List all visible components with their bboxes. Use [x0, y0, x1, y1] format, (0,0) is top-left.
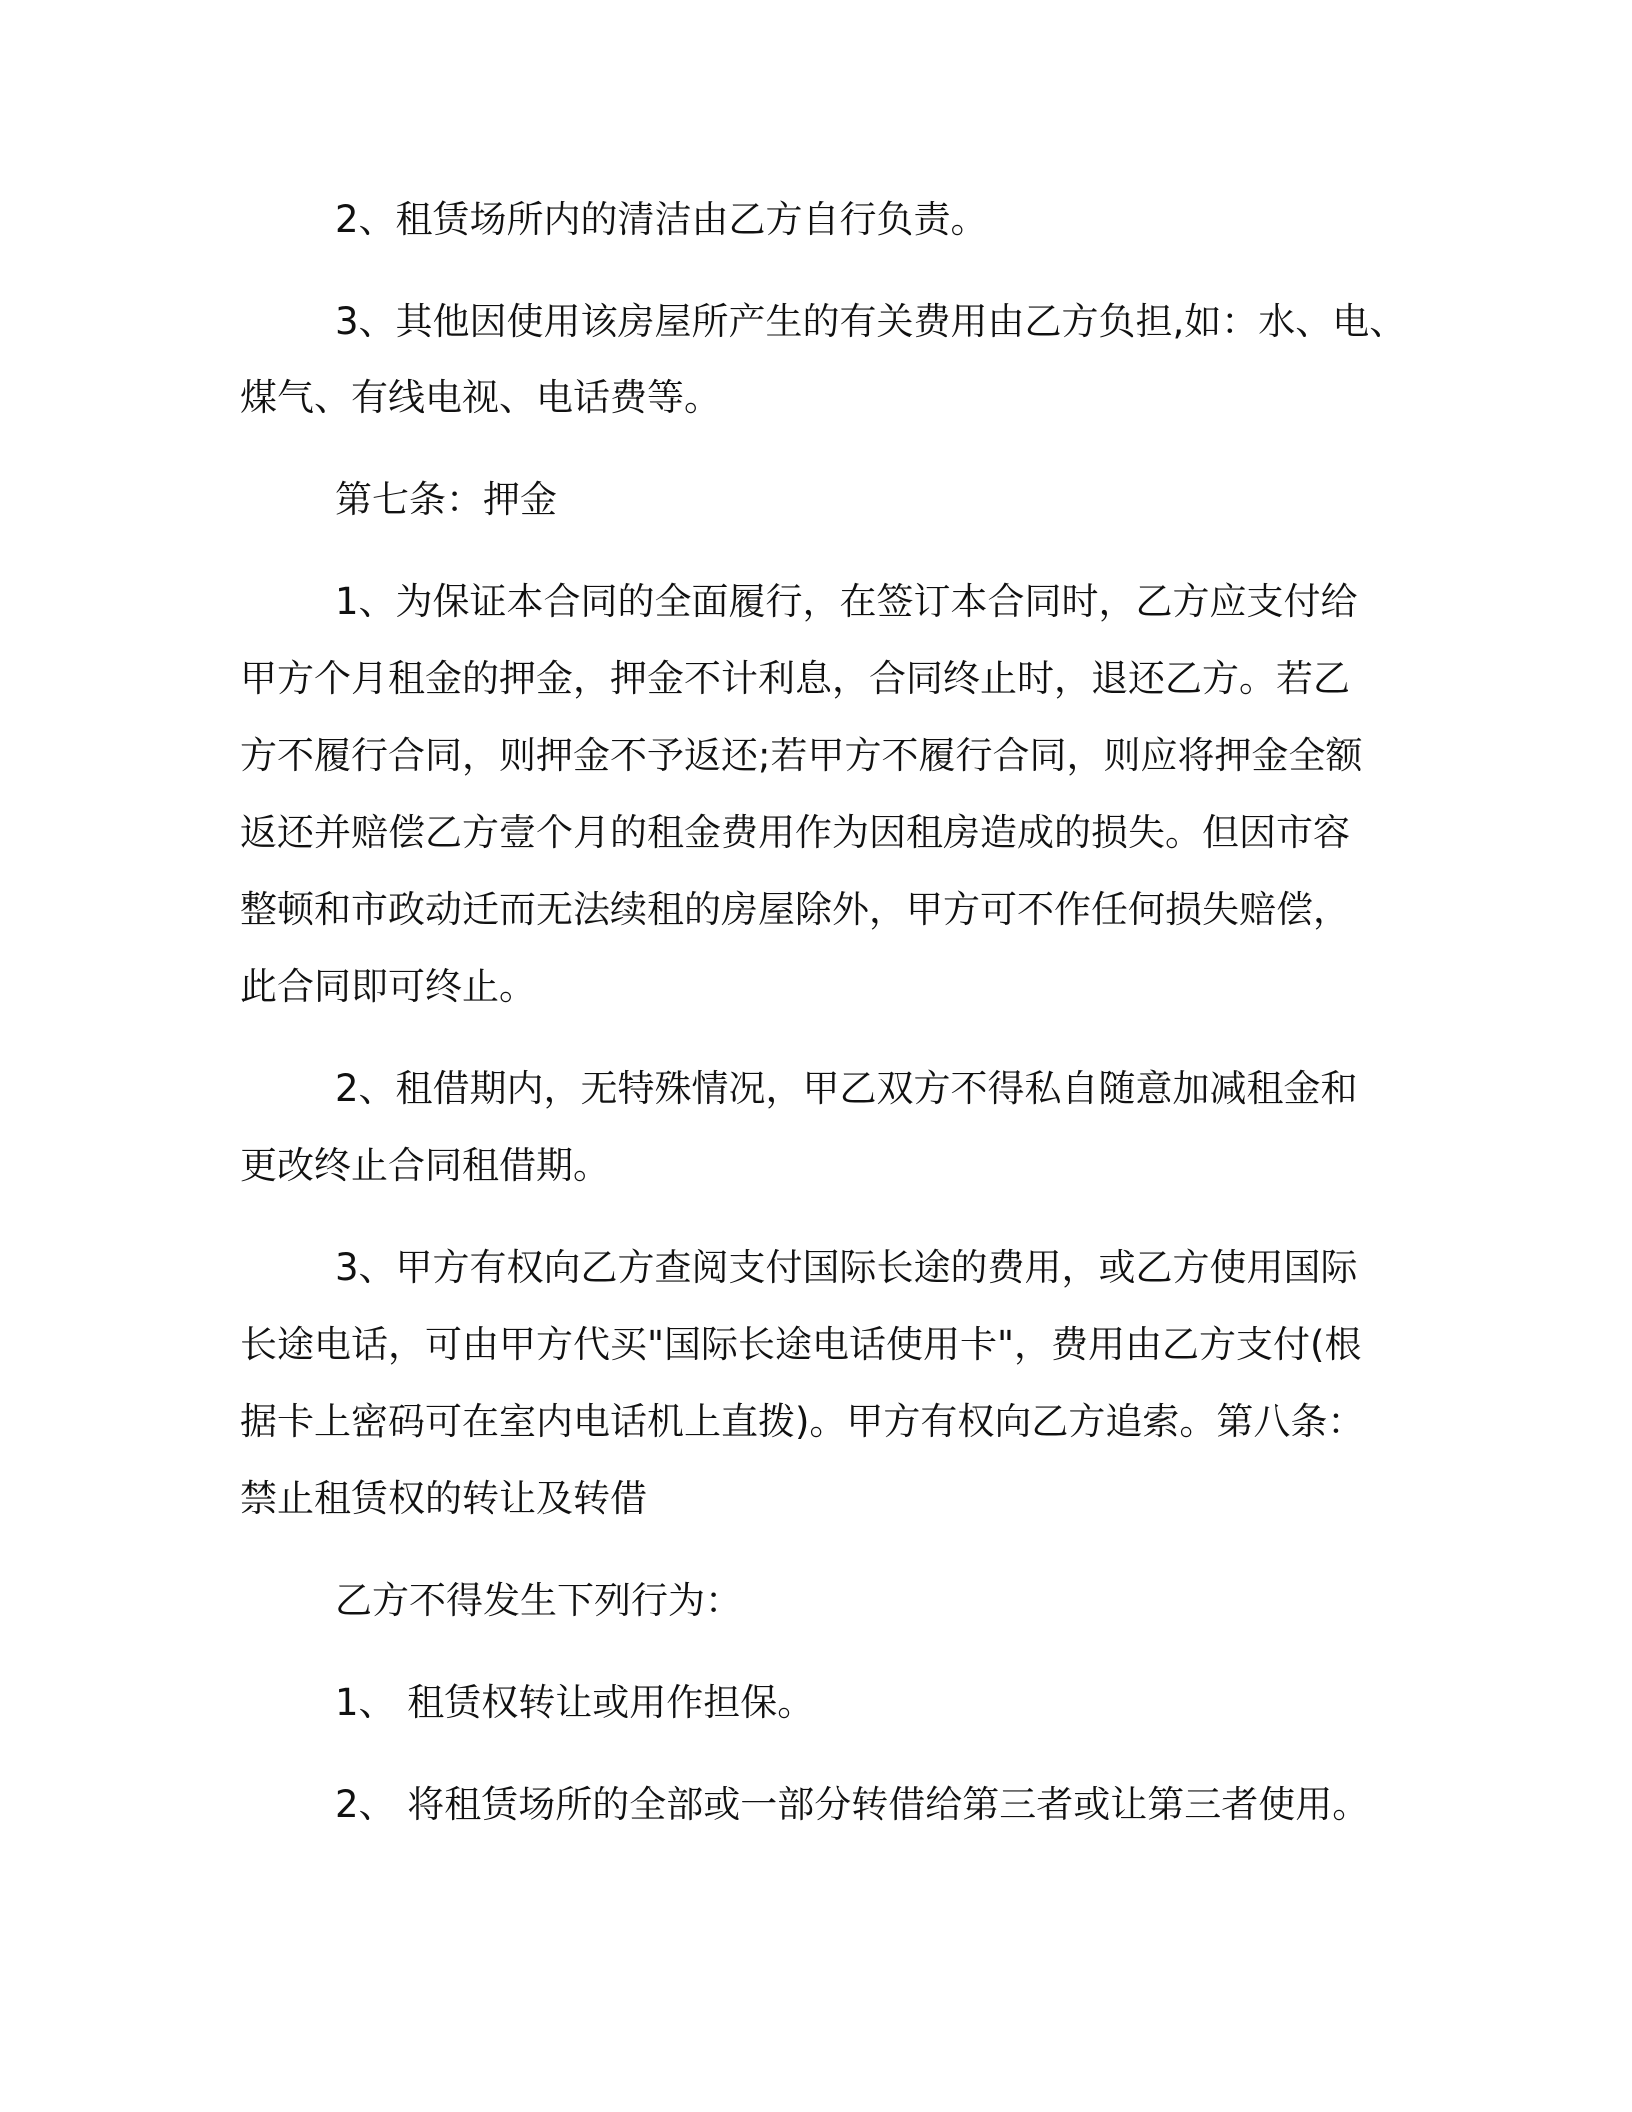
clause-8-intro: 乙方不得发生下列行为：	[335, 1579, 742, 1622]
clause-6-item-2: 2、租赁场所内的清洁由乙方自行负责。	[335, 198, 988, 241]
clause-7-heading: 第七条：押金	[335, 478, 557, 521]
clause-7-item-1-line-2: 甲方个月租金的押金，押金不计利息，合同终止时，退还乙方。若乙	[240, 657, 1350, 700]
clause-7-item-1-line-3: 方不履行合同，则押金不予返还;若甲方不履行合同，则应将押金全额	[240, 734, 1363, 777]
clause-7-item-2-line-2: 更改终止合同租借期。	[240, 1144, 610, 1187]
clause-7-item-3-line-3: 据卡上密码可在室内电话机上直拨)。甲方有权向乙方追索。第八条：	[240, 1400, 1365, 1443]
clause-7-item-2-line-1: 2、租借期内，无特殊情况，甲乙双方不得私自随意加减租金和	[335, 1067, 1358, 1110]
clause-6-item-3-line-2: 煤气、有线电视、电话费等。	[240, 376, 721, 419]
clause-8-heading: 禁止租赁权的转让及转借	[240, 1477, 647, 1520]
clause-7-item-3-line-1: 3、甲方有权向乙方查阅支付国际长途的费用，或乙方使用国际	[335, 1246, 1358, 1289]
clause-8-item-1: 1、 租赁权转让或用作担保。	[335, 1681, 815, 1724]
clause-7-item-1-line-1: 1、为保证本合同的全面履行，在签订本合同时，乙方应支付给	[335, 580, 1358, 623]
clause-8-item-2: 2、 将租赁场所的全部或一部分转借给第三者或让第三者使用。	[335, 1783, 1370, 1826]
clause-6-item-3-line-1: 3、其他因使用该房屋所产生的有关费用由乙方负担,如：水、电、	[335, 300, 1407, 343]
clause-7-item-1-line-5: 整顿和市政动迁而无法续租的房屋除外，甲方可不作任何损失赔偿，	[240, 888, 1350, 931]
clause-7-item-1-line-4: 返还并赔偿乙方壹个月的租金费用作为因租房造成的损失。但因市容	[240, 811, 1350, 854]
clause-7-item-1-line-6: 此合同即可终止。	[240, 965, 536, 1008]
clause-7-item-3-line-2: 长途电话，可由甲方代买"国际长途电话使用卡"，费用由乙方支付(根	[240, 1323, 1362, 1366]
